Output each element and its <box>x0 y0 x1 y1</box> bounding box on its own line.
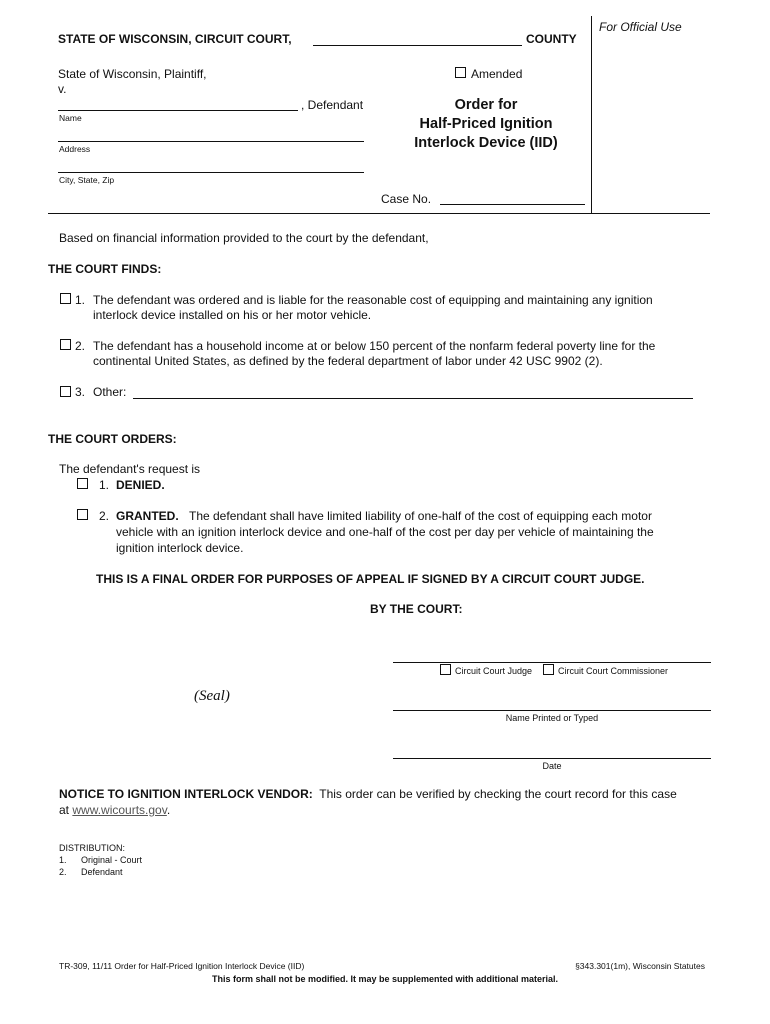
signature-line[interactable] <box>393 662 711 663</box>
official-use-label: For Official Use <box>599 20 682 34</box>
vendor-notice <box>59 787 677 801</box>
name-printed-label: Name Printed or Typed <box>505 713 599 723</box>
granted-checkbox[interactable] <box>77 509 88 520</box>
finding-1-checkbox[interactable] <box>60 293 71 304</box>
granted-text-a: The defendant shall have limited liability of one-half of the cost of equipping each motor <box>189 509 652 523</box>
amended-label: Amended <box>471 67 523 81</box>
distribution-heading: DISTRIBUTION: <box>59 843 126 853</box>
versus-label: v. <box>58 82 67 96</box>
commissioner-label: Circuit Court Commissioner <box>558 666 669 676</box>
caption-bottom-rule <box>48 213 710 214</box>
vendor-notice-text: This order can be verified by checking the court record for this case <box>319 787 677 801</box>
form-title-line-3: Interlock Device (IID) <box>414 135 558 151</box>
vendor-notice-period: . <box>166 803 171 817</box>
finding-3-checkbox[interactable] <box>60 386 71 397</box>
city-label: City, State, Zip <box>59 175 115 185</box>
court-orders-heading: THE COURT ORDERS: <box>48 432 177 446</box>
commissioner-checkbox[interactable] <box>543 664 554 675</box>
case-no-label: Case No. <box>381 192 432 206</box>
city-line[interactable] <box>58 172 364 173</box>
by-the-court: BY THE COURT: <box>370 602 463 616</box>
amended-checkbox[interactable] <box>455 67 466 78</box>
wicourts-link[interactable]: www.wicourts.gov <box>72 803 167 817</box>
form-id: TR-309, 11/11 Order for Half-Priced Ignition Interlock Device (IID) <box>59 961 305 971</box>
official-use-divider <box>591 16 592 213</box>
granted-label: GRANTED. <box>116 509 179 523</box>
name-printed-line[interactable] <box>393 710 711 711</box>
county-blank[interactable] <box>313 45 522 46</box>
distribution-item-2: Defendant <box>81 867 123 877</box>
circuit-judge-checkbox[interactable] <box>440 664 451 675</box>
distribution-item-1: Original - Court <box>81 855 143 865</box>
final-order-statement: THIS IS A FINAL ORDER FOR PURPOSES OF APPEAL IF SIGNED BY A CIRCUIT COURT JUDGE. <box>96 572 645 586</box>
finding-3-other-label: Other: <box>93 385 127 399</box>
form-title-line-1: Order for <box>454 97 518 113</box>
vendor-notice-heading: NOTICE TO IGNITION INTERLOCK VENDOR: <box>59 787 313 801</box>
finding-2-text-a: The defendant has a household income at or below 150 percent of the nonfarm federal poverty line for the <box>93 339 656 353</box>
granted-text-c: ignition interlock device. <box>116 541 244 555</box>
statute-reference: §343.301(1m), Wisconsin Statutes <box>575 961 705 971</box>
finding-1-text-a: The defendant was ordered and is liable for the reasonable cost of equipping and maintaining any ignition <box>93 293 653 307</box>
granted-text-b: vehicle with an ignition interlock device and one-half of the cost per day per vehicle of maintaining the <box>116 525 654 539</box>
plaintiff-label: State of Wisconsin, Plaintiff, <box>58 67 207 81</box>
vendor-notice-at: at <box>59 803 70 817</box>
form-title-line-2: Half-Priced Ignition <box>419 116 553 132</box>
defendant-label: , Defendant <box>301 98 364 112</box>
case-no-blank[interactable] <box>440 204 585 205</box>
distribution-item-2-num: 2. <box>59 867 67 877</box>
finding-2-number: 2. <box>75 339 86 353</box>
finding-3-other-blank[interactable] <box>133 398 693 399</box>
finding-1-text-b: interlock device installed on his or her motor vehicle. <box>93 308 372 322</box>
finding-3-number: 3. <box>75 385 86 399</box>
modification-notice: This form shall not be modified. It may be supplemented with additional material. <box>211 974 559 984</box>
denied-label: DENIED. <box>116 478 165 492</box>
defendant-name-line[interactable] <box>58 110 298 111</box>
name-label: Name <box>59 113 82 123</box>
vendor-notice-line-2 <box>59 803 170 817</box>
date-line[interactable] <box>393 758 711 759</box>
distribution-item-1-num: 1. <box>59 855 67 865</box>
denied-checkbox[interactable] <box>77 478 88 489</box>
circuit-judge-label: Circuit Court Judge <box>455 666 533 676</box>
date-label: Date <box>542 761 562 771</box>
finding-1-number: 1. <box>75 293 86 307</box>
request-intro: The defendant's request is <box>59 462 201 476</box>
order-2-number: 2. <box>99 509 110 523</box>
address-label: Address <box>59 144 91 154</box>
intro-text: Based on financial information provided to the court by the defendant, <box>59 231 429 245</box>
finding-2-checkbox[interactable] <box>60 339 71 350</box>
court-title: STATE OF WISCONSIN, CIRCUIT COURT, <box>58 32 292 46</box>
address-line[interactable] <box>58 141 364 142</box>
order-1-number: 1. <box>99 478 110 492</box>
court-finds-heading: THE COURT FINDS: <box>48 262 162 276</box>
county-label: COUNTY <box>526 32 577 46</box>
seal-placeholder: (Seal) <box>194 688 230 704</box>
finding-2-text-b: continental United States, as defined by the federal department of labor under 42 USC 9902 (2). <box>93 354 603 368</box>
